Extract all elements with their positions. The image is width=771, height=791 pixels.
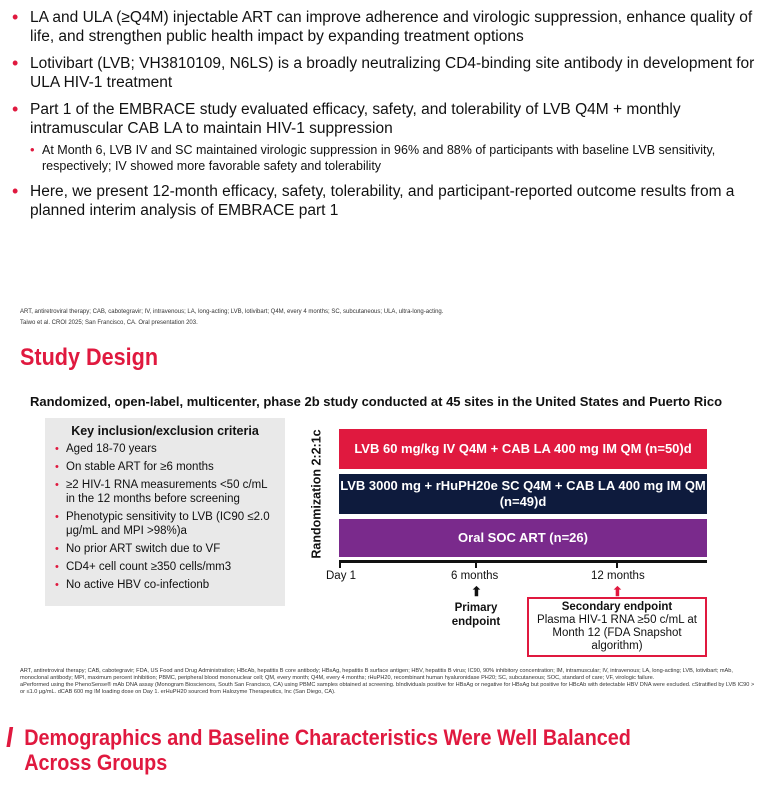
secondary-endpoint-title: Secondary endpoint — [561, 601, 673, 613]
randomization-label: Randomization 2:2:1c — [310, 429, 324, 559]
sub-bullet: • At Month 6, LVB IV and SC maintained virologic suppression in 96% and 88% of participants with baseline LVB sensitivity, respectively; IV showed more favorable safety and tolerability — [30, 142, 716, 173]
bullet-2: • Lotivibart (LVB; VH3810109, N6LS) is a broadly neutralizing CD4-binding site antibody in development for ULA HIV-1 treatment — [12, 53, 755, 91]
criterion: • No prior ART switch due to VF — [55, 543, 221, 555]
bullet-1: • LA and ULA (≥Q4M) injectable ART can improve adherence and virologic suppression, enhance quality of life, and strengthen public health impact by expanding treatment options — [12, 7, 753, 45]
criteria-panel — [45, 418, 285, 606]
timeline-12-months: 12 months — [591, 570, 645, 582]
footnote-abbreviations-2: ART, antiretroviral therapy; CAB, cabotegravir; FDA, US Food and Drug Administration; HBcAb, hepatitis B core antibody; HBsAg, hepatitis B surface antigen; HBV, hepatitis B virus; IC90, 90% inhibitory concentration; IM, intramuscular; IV, intravenous; LA, long-acting; LVB, lotivibart; mAb, monoclonal antibody; MPI, maximum percent inhibition; PBMC, peripheral blood mononuclear cell; QM, every month; Q4M, every 4 months; rHuPH20, recombinant human hyaluronidase PH20; SC, subcutaneous; SOC, standard of care; VF, virologic failure. — [20, 668, 733, 681]
arm-oral-soc: Oral SOC ART (n=26) — [339, 519, 707, 557]
criterion: • CD4+ cell count ≥350 cells/mm3 — [55, 561, 232, 573]
footnote-abbreviations: ART, antiretroviral therapy; CAB, cabotegravir; IV, intravenous; LA, long-acting; LVB, lotivibart; Q4M, every 4 months; SC, subcutaneous; ULA, ultra-long-acting. — [20, 309, 444, 315]
arrow-up-icon: ⬆ — [612, 584, 623, 599]
arm-lvb-iv: LVB 60 mg/kg IV Q4M + CAB LA 400 mg IM QM (n=50)d — [339, 429, 707, 469]
bullet-4: • Here, we present 12-month efficacy, safety, tolerability, and participant-reported outcome results from a planned interim analysis of EMBRACE part 1 — [12, 181, 735, 219]
intro-bullets — [12, 8, 762, 228]
criterion: • On stable ART for ≥6 months — [55, 461, 214, 473]
criterion: • ≥2 HIV-1 RNA measurements <50 c/mL in the 12 months before screening — [55, 479, 268, 505]
criterion: • Phenotypic sensitivity to LVB (IC90 ≤2.0 μg/mL and MPI >98%)a — [55, 511, 270, 537]
primary-endpoint: Primary endpoint — [451, 602, 501, 628]
secondary-endpoint-box — [527, 597, 707, 657]
demographics-title: Demographics and Baseline Characteristics Were Well Balanced Across Groups — [8, 725, 695, 775]
footnote-reference: Taiwo et al. CROI 2025; San Francisco, CA. Oral presentation 203. — [20, 320, 198, 326]
timeline-tick — [475, 560, 477, 568]
timeline-6-months: 6 months — [451, 570, 499, 582]
criterion: • Aged 18-70 years — [55, 443, 157, 455]
secondary-endpoint-text: Plasma HIV-1 RNA ≥50 c/mL at Month 12 (FDA Snapshot algorithm) — [537, 614, 697, 652]
criterion: • No active HBV co-infectionb — [55, 579, 210, 591]
timeline-tick — [339, 560, 341, 568]
arrow-up-icon: ⬆ — [471, 584, 482, 599]
timeline-tick — [616, 560, 618, 568]
study-design-title: Study Design — [20, 344, 159, 371]
bullet-3: • Part 1 of the EMBRACE study evaluated efficacy, safety, and tolerability of LVB Q4M + monthly intramuscular CAB LA to maintain HIV-1 suppression — [12, 99, 681, 137]
timeline-day1: Day 1 — [326, 570, 357, 582]
footnote-block — [20, 668, 760, 696]
criteria-title: Key inclusion/exclusion criteria — [71, 424, 259, 438]
footnote-notes: aPerformed using the PhenoSense® mAb DNA assay (Monogram Biosciences, South San Francisco, CA) using PBMC samples obtained at screening. bIndividuals positive for HBsAg or negative for HBsAg but positive for HBcAb with detectable HBV DNA were excluded. cStratified by LVB IC90 > or ≤1.0 μg/mL. dCAB 600 mg IM loading dose on Day 1. erHuPH20 sourced from Halozyme Therapeutics, Inc (San Diego, CA). — [20, 682, 755, 695]
arm-lvb-sc: LVB 3000 mg + rHuPH20e SC Q4M + CAB LA 400 mg IM QM (n=49)d — [339, 474, 707, 514]
timeline-bar — [339, 560, 707, 563]
study-design-subtitle: Randomized, open-label, multicenter, phase 2b study conducted at 45 sites in the United States and Puerto Rico — [30, 394, 723, 409]
